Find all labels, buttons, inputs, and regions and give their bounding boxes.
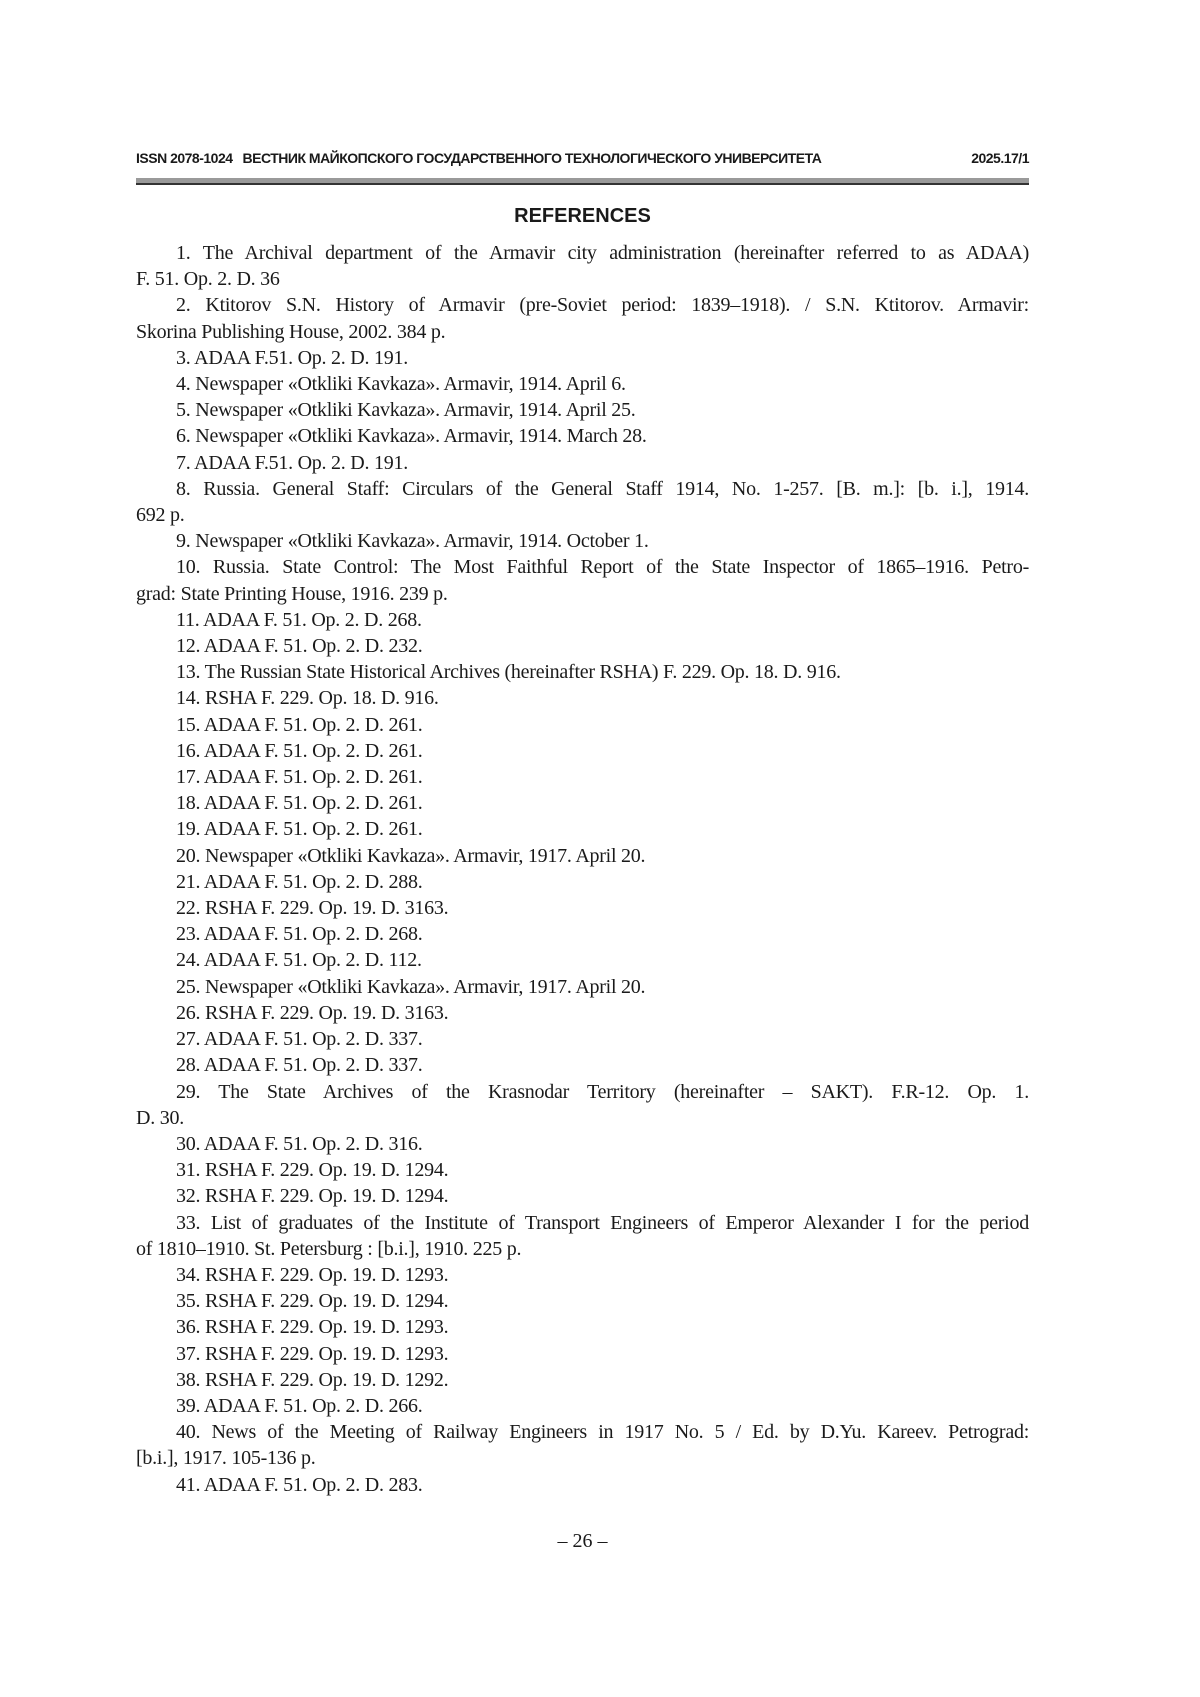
- reference-line: 27. ADAA F. 51. Op. 2. D. 337.: [176, 1028, 423, 1051]
- reference-item: [136, 1393, 1029, 1419]
- reference-line: 7. ADAA F.51. Op. 2. D. 191.: [176, 451, 408, 474]
- reference-line: [b.i.], 1917. 105-136 p.: [136, 1447, 316, 1470]
- reference-line: 22. RSHA F. 229. Op. 19. D. 3163.: [176, 897, 449, 920]
- reference-item: [136, 843, 1029, 869]
- reference-line: 39. ADAA F. 51. Op. 2. D. 266.: [176, 1394, 423, 1417]
- reference-line: 9. Newspaper «Otkliki Kavkaza». Armavir, 1914. October 1.: [176, 530, 649, 553]
- reference-item: [136, 1367, 1029, 1393]
- reference-item: [136, 895, 1029, 921]
- reference-line: 11. ADAA F. 51. Op. 2. D. 268.: [176, 608, 422, 631]
- reference-line: 2. Ktitorov S.N. History of Armavir (pre-Soviet period: 1839–1918). / S.N. Ktitorov. Armavir:: [176, 294, 1029, 317]
- reference-line: 6. Newspaper «Otkliki Kavkaza». Armavir, 1914. March 28.: [176, 425, 647, 448]
- reference-line: grad: State Printing House, 1916. 239 p.: [136, 582, 448, 605]
- reference-item: [136, 528, 1029, 554]
- reference-line: 5. Newspaper «Otkliki Kavkaza». Armavir, 1914. April 25.: [176, 399, 636, 422]
- reference-item: [136, 345, 1029, 371]
- reference-item: [136, 816, 1029, 842]
- reference-item: [136, 1262, 1029, 1288]
- reference-item: [136, 974, 1029, 1000]
- reference-line: 19. ADAA F. 51. Op. 2. D. 261.: [176, 818, 423, 841]
- reference-item: [136, 1419, 1029, 1471]
- reference-item: [136, 869, 1029, 895]
- reference-line: 38. RSHA F. 229. Op. 19. D. 1292.: [176, 1368, 449, 1391]
- reference-item: [136, 738, 1029, 764]
- reference-item: [136, 1052, 1029, 1078]
- reference-line: 32. RSHA F. 229. Op. 19. D. 1294.: [176, 1185, 449, 1208]
- reference-item: [136, 476, 1029, 528]
- journal-title: ВЕСТНИК МАЙКОПСКОГО ГОСУДАРСТВЕННОГО ТЕХНОЛОГИЧЕСКОГО УНИВЕРСИТЕТА: [242, 150, 822, 166]
- page-number: – 26 –: [557, 1530, 608, 1552]
- reference-item: [136, 1000, 1029, 1026]
- reference-line: 24. ADAA F. 51. Op. 2. D. 112.: [176, 949, 422, 972]
- reference-line: 10. Russia. State Control: The Most Faithful Report of the State Inspector of 1865–1916. Petro-: [176, 556, 1029, 579]
- reference-item: [136, 633, 1029, 659]
- header-rule: [136, 178, 1029, 185]
- reference-line: 16. ADAA F. 51. Op. 2. D. 261.: [176, 739, 423, 762]
- reference-item: [136, 1131, 1029, 1157]
- reference-item: [136, 450, 1029, 476]
- reference-line: 34. RSHA F. 229. Op. 19. D. 1293.: [176, 1263, 449, 1286]
- reference-line: 26. RSHA F. 229. Op. 19. D. 3163.: [176, 1001, 449, 1024]
- reference-item: [136, 712, 1029, 738]
- reference-line: F. 51. Op. 2. D. 36: [136, 268, 280, 291]
- reference-line: 15. ADAA F. 51. Op. 2. D. 261.: [176, 713, 423, 736]
- reference-line: 31. RSHA F. 229. Op. 19. D. 1294.: [176, 1159, 449, 1182]
- issue-number: 2025.17/1: [971, 150, 1029, 166]
- reference-line: 28. ADAA F. 51. Op. 2. D. 337.: [176, 1054, 423, 1077]
- reference-item: [136, 790, 1029, 816]
- reference-line: 37. RSHA F. 229. Op. 19. D. 1293.: [176, 1342, 449, 1365]
- reference-line: 13. The Russian State Historical Archives (hereinafter RSHA) F. 229. Op. 18. D. 916.: [176, 661, 841, 684]
- reference-line: 35. RSHA F. 229. Op. 19. D. 1294.: [176, 1290, 449, 1313]
- reference-item: [136, 1210, 1029, 1262]
- reference-item: [136, 764, 1029, 790]
- reference-line: 3. ADAA F.51. Op. 2. D. 191.: [176, 346, 408, 369]
- reference-item: [136, 1288, 1029, 1314]
- reference-line: Skorina Publishing House, 2002. 384 p.: [136, 320, 446, 343]
- reference-item: [136, 1026, 1029, 1052]
- reference-item: [136, 1341, 1029, 1367]
- reference-line: 8. Russia. General Staff: Circulars of the General Staff 1914, No. 1-257. [B. m.]: [b. i.], 1914.: [176, 477, 1029, 500]
- reference-item: [136, 921, 1029, 947]
- reference-item: [136, 1314, 1029, 1340]
- reference-item: [136, 1079, 1029, 1131]
- reference-line: 20. Newspaper «Otkliki Kavkaza». Armavir, 1917. April 20.: [176, 844, 646, 867]
- reference-item: [136, 1183, 1029, 1209]
- reference-line: 29. The State Archives of the Krasnodar Territory (hereinafter – SAKT). F.R-12. Op. 1.: [176, 1080, 1029, 1103]
- reference-line: 692 p.: [136, 504, 185, 527]
- reference-line: 12. ADAA F. 51. Op. 2. D. 232.: [176, 635, 423, 658]
- reference-item: [136, 1157, 1029, 1183]
- reference-line: 17. ADAA F. 51. Op. 2. D. 261.: [176, 766, 423, 789]
- reference-item: [136, 659, 1029, 685]
- reference-line: 4. Newspaper «Otkliki Kavkaza». Armavir, 1914. April 6.: [176, 373, 626, 396]
- running-header: [136, 150, 1029, 166]
- reference-line: 40. News of the Meeting of Railway Engineers in 1917 No. 5 / Ed. by D.Yu. Kareev. Petrograd:: [176, 1421, 1029, 1444]
- reference-item: [136, 292, 1029, 344]
- reference-item: [136, 685, 1029, 711]
- reference-line: 30. ADAA F. 51. Op. 2. D. 316.: [176, 1132, 423, 1155]
- reference-line: 23. ADAA F. 51. Op. 2. D. 268.: [176, 923, 423, 946]
- references-list: [136, 240, 1029, 1498]
- reference-item: [136, 397, 1029, 423]
- reference-line: 41. ADAA F. 51. Op. 2. D. 283.: [176, 1473, 423, 1496]
- reference-line: 36. RSHA F. 229. Op. 19. D. 1293.: [176, 1316, 449, 1339]
- reference-line: 14. RSHA F. 229. Op. 18. D. 916.: [176, 687, 439, 710]
- reference-item: [136, 607, 1029, 633]
- reference-item: [136, 423, 1029, 449]
- reference-line: 21. ADAA F. 51. Op. 2. D. 288.: [176, 870, 423, 893]
- reference-item: [136, 947, 1029, 973]
- issn: ISSN 2078-1024: [136, 150, 233, 166]
- reference-item: [136, 1472, 1029, 1498]
- reference-item: [136, 554, 1029, 606]
- reference-line: 18. ADAA F. 51. Op. 2. D. 261.: [176, 792, 423, 815]
- reference-line: 25. Newspaper «Otkliki Kavkaza». Armavir, 1917. April 20.: [176, 975, 646, 998]
- reference-item: [136, 371, 1029, 397]
- reference-line: of 1810–1910. St. Petersburg : [b.i.], 1910. 225 p.: [136, 1237, 522, 1260]
- section-heading: REFERENCES: [514, 205, 651, 227]
- reference-line: 1. The Archival department of the Armavir city administration (hereinafter referred to as ADAA): [176, 242, 1029, 264]
- reference-line: 33. List of graduates of the Institute of Transport Engineers of Emperor Alexander I for the period: [176, 1211, 1029, 1234]
- reference-line: D. 30.: [136, 1106, 184, 1129]
- reference-item: [136, 240, 1029, 292]
